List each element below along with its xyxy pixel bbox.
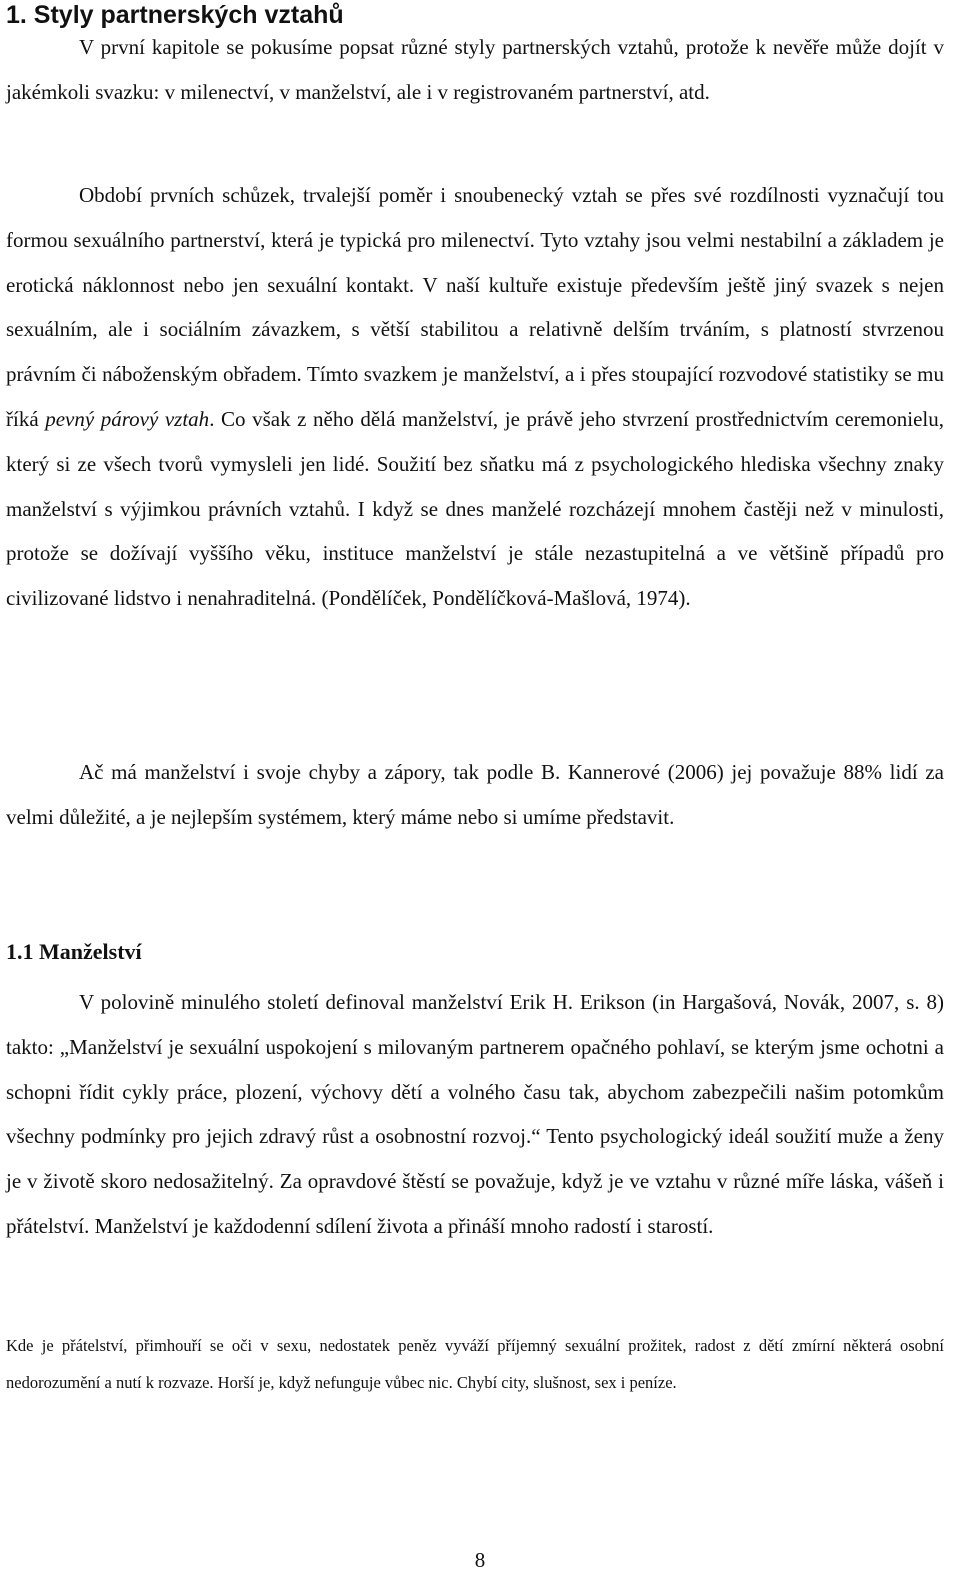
paragraph-kannerova — [6, 750, 944, 840]
paragraph-intro-text: V první kapitole se pokusíme popsat různé styly partnerských vztahů, protože k nevěře může dojít v jakémkoli svazku: v milenectví, v manželství, ale i v registrovaném partnerství, atd. — [6, 35, 944, 104]
paragraph-relationships-text-1: Období prvních schůzek, trvalejší poměr i snoubenecký vztah se přes své rozdílnosti vyznačují tou formou sexuálního partnerství, která je typická pro milenectví. Tyto vztahy jsou velmi nestabilní a základem je erotická náklonnost nebo jen sexuální kontakt. V naší kultuře existuje především ještě jiný svazek s nejen sexuálním, ale i sociálním závazkem, s větší stabilitou a relativně delším trváním, s platností stvrzenou právním či náboženským obřadem. Tímto svazkem je manželství, a i přes stoupající rozvodové statistiky se mu říká — [6, 183, 944, 431]
paragraph-marriage-definition-text: V polovině minulého století definoval manželství Erik H. Erikson (in Hargašová, Novák, 2007, s. 8) takto: „Manželství je sexuální uspokojení s milovaným partnerem opačného pohlaví, se kterým jsme ochotni a schopni řídit cykly práce, plození, výchovy dětí a volného času tak, abychom zabezpečili našim potomkům všechny podmínky pro jejich zdravý růst a osobnostní rozvoj.“ Tento psychologický ideál soužití muže a ženy je v životě skoro nedosažitelný. Za opravdové štěstí se považuje, když je ve vztahu v různé míře láska, vášeň i přátelství. Manželství je každodenní sdílení života a přináší mnoho radostí i starostí. — [6, 990, 944, 1238]
italic-term: pevný párový vztah — [45, 406, 210, 431]
paragraph-intro — [6, 25, 944, 115]
paragraph-relationships-text-2: . Co však z něho dělá manželství, je právě jeho stvrzení prostřednictvím ceremonielu, který si ze všech tvorů vymysleli jen lidé. Soužití bez sňatku má z psychologického hlediska všechny znaky manželství s výjimkou právních vztahů. I když se dnes manželé rozcházejí mnohem častěji než v minulosti, protože se dožívají vyššího věku, instituce manželství je stále nezastupitelná a ve většině případů pro civilizované lidstvo i nenahraditelná. (Pondělíček, Pondělíčková-Mašlová, 1974). — [6, 406, 945, 611]
paragraph-relationships — [6, 173, 944, 621]
page-number: 8 — [474, 1548, 486, 1572]
paragraph-kannerova-text: Ač má manželství i svoje chyby a zápory, tak podle B. Kannerové (2006) jej považuje 88% lidí za velmi důležité, a je nejlepším systémem, který máme nebo si umíme představit. — [6, 760, 944, 829]
paragraph-small: Kde je přátelství, přimhouří se oči v sexu, nedostatek peněz vyváží příjemný sexuální prožitek, radost z dětí zmírní některá osobní nedorozumění a nutí k rozvaze. Horší je, když nefunguje vůbec nic. Chybí city, slušnost, sex i peníze. — [6, 1336, 944, 1392]
paragraph-marriage-definition — [6, 980, 944, 1249]
section-heading: 1.1 Manželství — [6, 939, 142, 964]
chapter-heading: 1. Styly partnerských vztahů — [6, 1, 344, 29]
